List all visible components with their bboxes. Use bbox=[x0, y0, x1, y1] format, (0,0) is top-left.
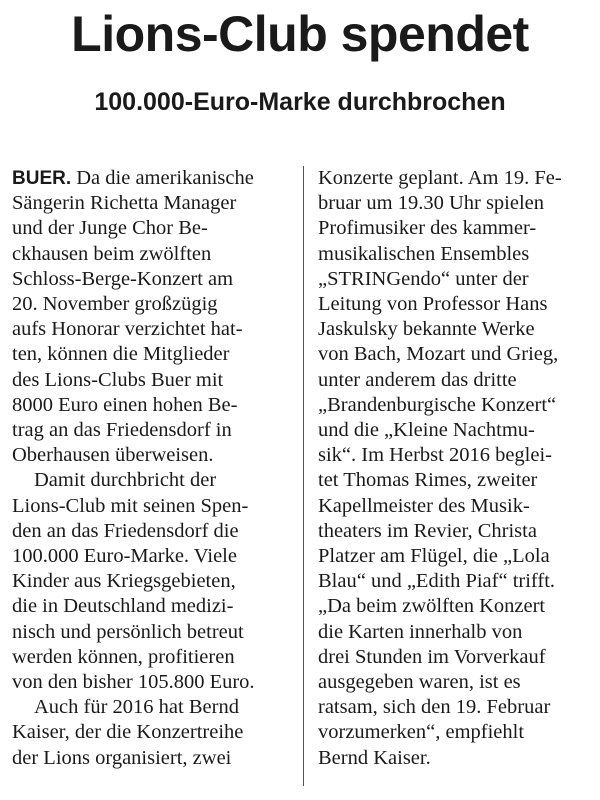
column-divider bbox=[303, 166, 304, 786]
text-line: Kapellmeister des Musik- bbox=[318, 494, 530, 517]
text-line: trag an das Friedensdorf in bbox=[12, 419, 232, 442]
text-line: Blau“ und „Edith Piaf“ trifft. bbox=[318, 570, 556, 593]
text-line-fragment: Da die amerikanische bbox=[71, 167, 254, 189]
text-line: nisch und persönlich betreut bbox=[12, 620, 244, 643]
text-line: von den bisher 105.800 Euro. bbox=[12, 671, 255, 694]
text-line: Konzerte geplant. Am 19. Fe- bbox=[318, 167, 562, 189]
text-line bbox=[12, 166, 290, 191]
text-line: Bernd Kaiser. bbox=[318, 746, 431, 769]
text-line: Kinder aus Kriegsgebieten, bbox=[12, 570, 236, 593]
text-line: bruar um 19.30 Uhr spielen bbox=[318, 192, 545, 215]
text-line: theaters im Revier, Christa bbox=[318, 519, 537, 542]
text-line: „Brandenburgische Konzert“ bbox=[318, 393, 557, 416]
text-line: Kaiser, der die Konzertreihe bbox=[12, 721, 244, 744]
text-line: „STRINGendo“ unter der bbox=[318, 267, 529, 290]
text-line: „Da beim zwölften Konzert bbox=[318, 595, 546, 618]
text-line: Leitung von Professor Hans bbox=[318, 293, 548, 316]
text-line: ratsam, sich den 19. Februar bbox=[318, 696, 551, 719]
text-line: und die „Kleine Nachtmu- bbox=[318, 419, 535, 442]
text-line: aufs Honorar verzichtet hat- bbox=[12, 318, 243, 341]
text-line: von Bach, Mozart und Grieg, bbox=[318, 343, 559, 366]
text-line: werden können, profitieren bbox=[12, 645, 235, 668]
text-line: sik“. Im Herbst 2016 beglei- bbox=[318, 444, 552, 467]
text-line-paragraph-start: Damit durchbricht der bbox=[34, 469, 217, 492]
text-line: ckhausen beim zwölften bbox=[12, 242, 212, 265]
text-line: Platzer am Flügel, die „Lola bbox=[318, 545, 550, 568]
text-line: tet Thomas Rimes, zweiter bbox=[318, 469, 538, 492]
text-line: 8000 Euro einen hohen Be- bbox=[12, 393, 238, 416]
article-subheadline: 100.000-Euro-Marke durchbrochen bbox=[94, 88, 506, 116]
text-line: die Karten innerhalb von bbox=[318, 620, 523, 643]
text-line: 20. November großzügig bbox=[12, 293, 218, 316]
text-line: Lions-Club mit seinen Spen- bbox=[12, 494, 249, 517]
text-line: und der Junge Chor Be- bbox=[12, 217, 208, 240]
text-line: Profimusiker des kammer- bbox=[318, 217, 537, 240]
text-line: Sängerin Richetta Manager bbox=[12, 192, 237, 215]
article-column-left bbox=[12, 166, 290, 771]
text-line: drei Stunden im Vorverkauf bbox=[318, 645, 546, 668]
text-line: 100.000 Euro-Marke. Viele bbox=[12, 545, 237, 568]
article-headline: Lions-Club spendet bbox=[71, 6, 529, 62]
text-line: die in Deutschland medizi- bbox=[12, 595, 234, 618]
text-line: ten, können die Mitglieder bbox=[12, 343, 230, 366]
text-line: Schloss-Berge-Konzert am bbox=[12, 267, 234, 290]
text-line: der Lions organisiert, zwei bbox=[12, 746, 232, 769]
text-line-paragraph-start: Auch für 2016 hat Bernd bbox=[34, 696, 239, 719]
text-line: Oberhausen überweisen. bbox=[12, 444, 214, 467]
dateline: BUER. bbox=[12, 168, 72, 189]
text-line: vorzumerken“, empfiehlt bbox=[318, 721, 525, 744]
text-line: den an das Friedensdorf die bbox=[12, 519, 239, 542]
text-line: Jaskulsky bekannte Werke bbox=[318, 318, 535, 341]
text-line: des Lions-Clubs Buer mit bbox=[12, 368, 224, 391]
text-line: unter anderem das dritte bbox=[318, 368, 517, 391]
text-line: musikalischen Ensembles bbox=[318, 242, 530, 265]
article-column-right bbox=[318, 166, 598, 771]
text-line: ausgegeben waren, ist es bbox=[318, 671, 521, 694]
